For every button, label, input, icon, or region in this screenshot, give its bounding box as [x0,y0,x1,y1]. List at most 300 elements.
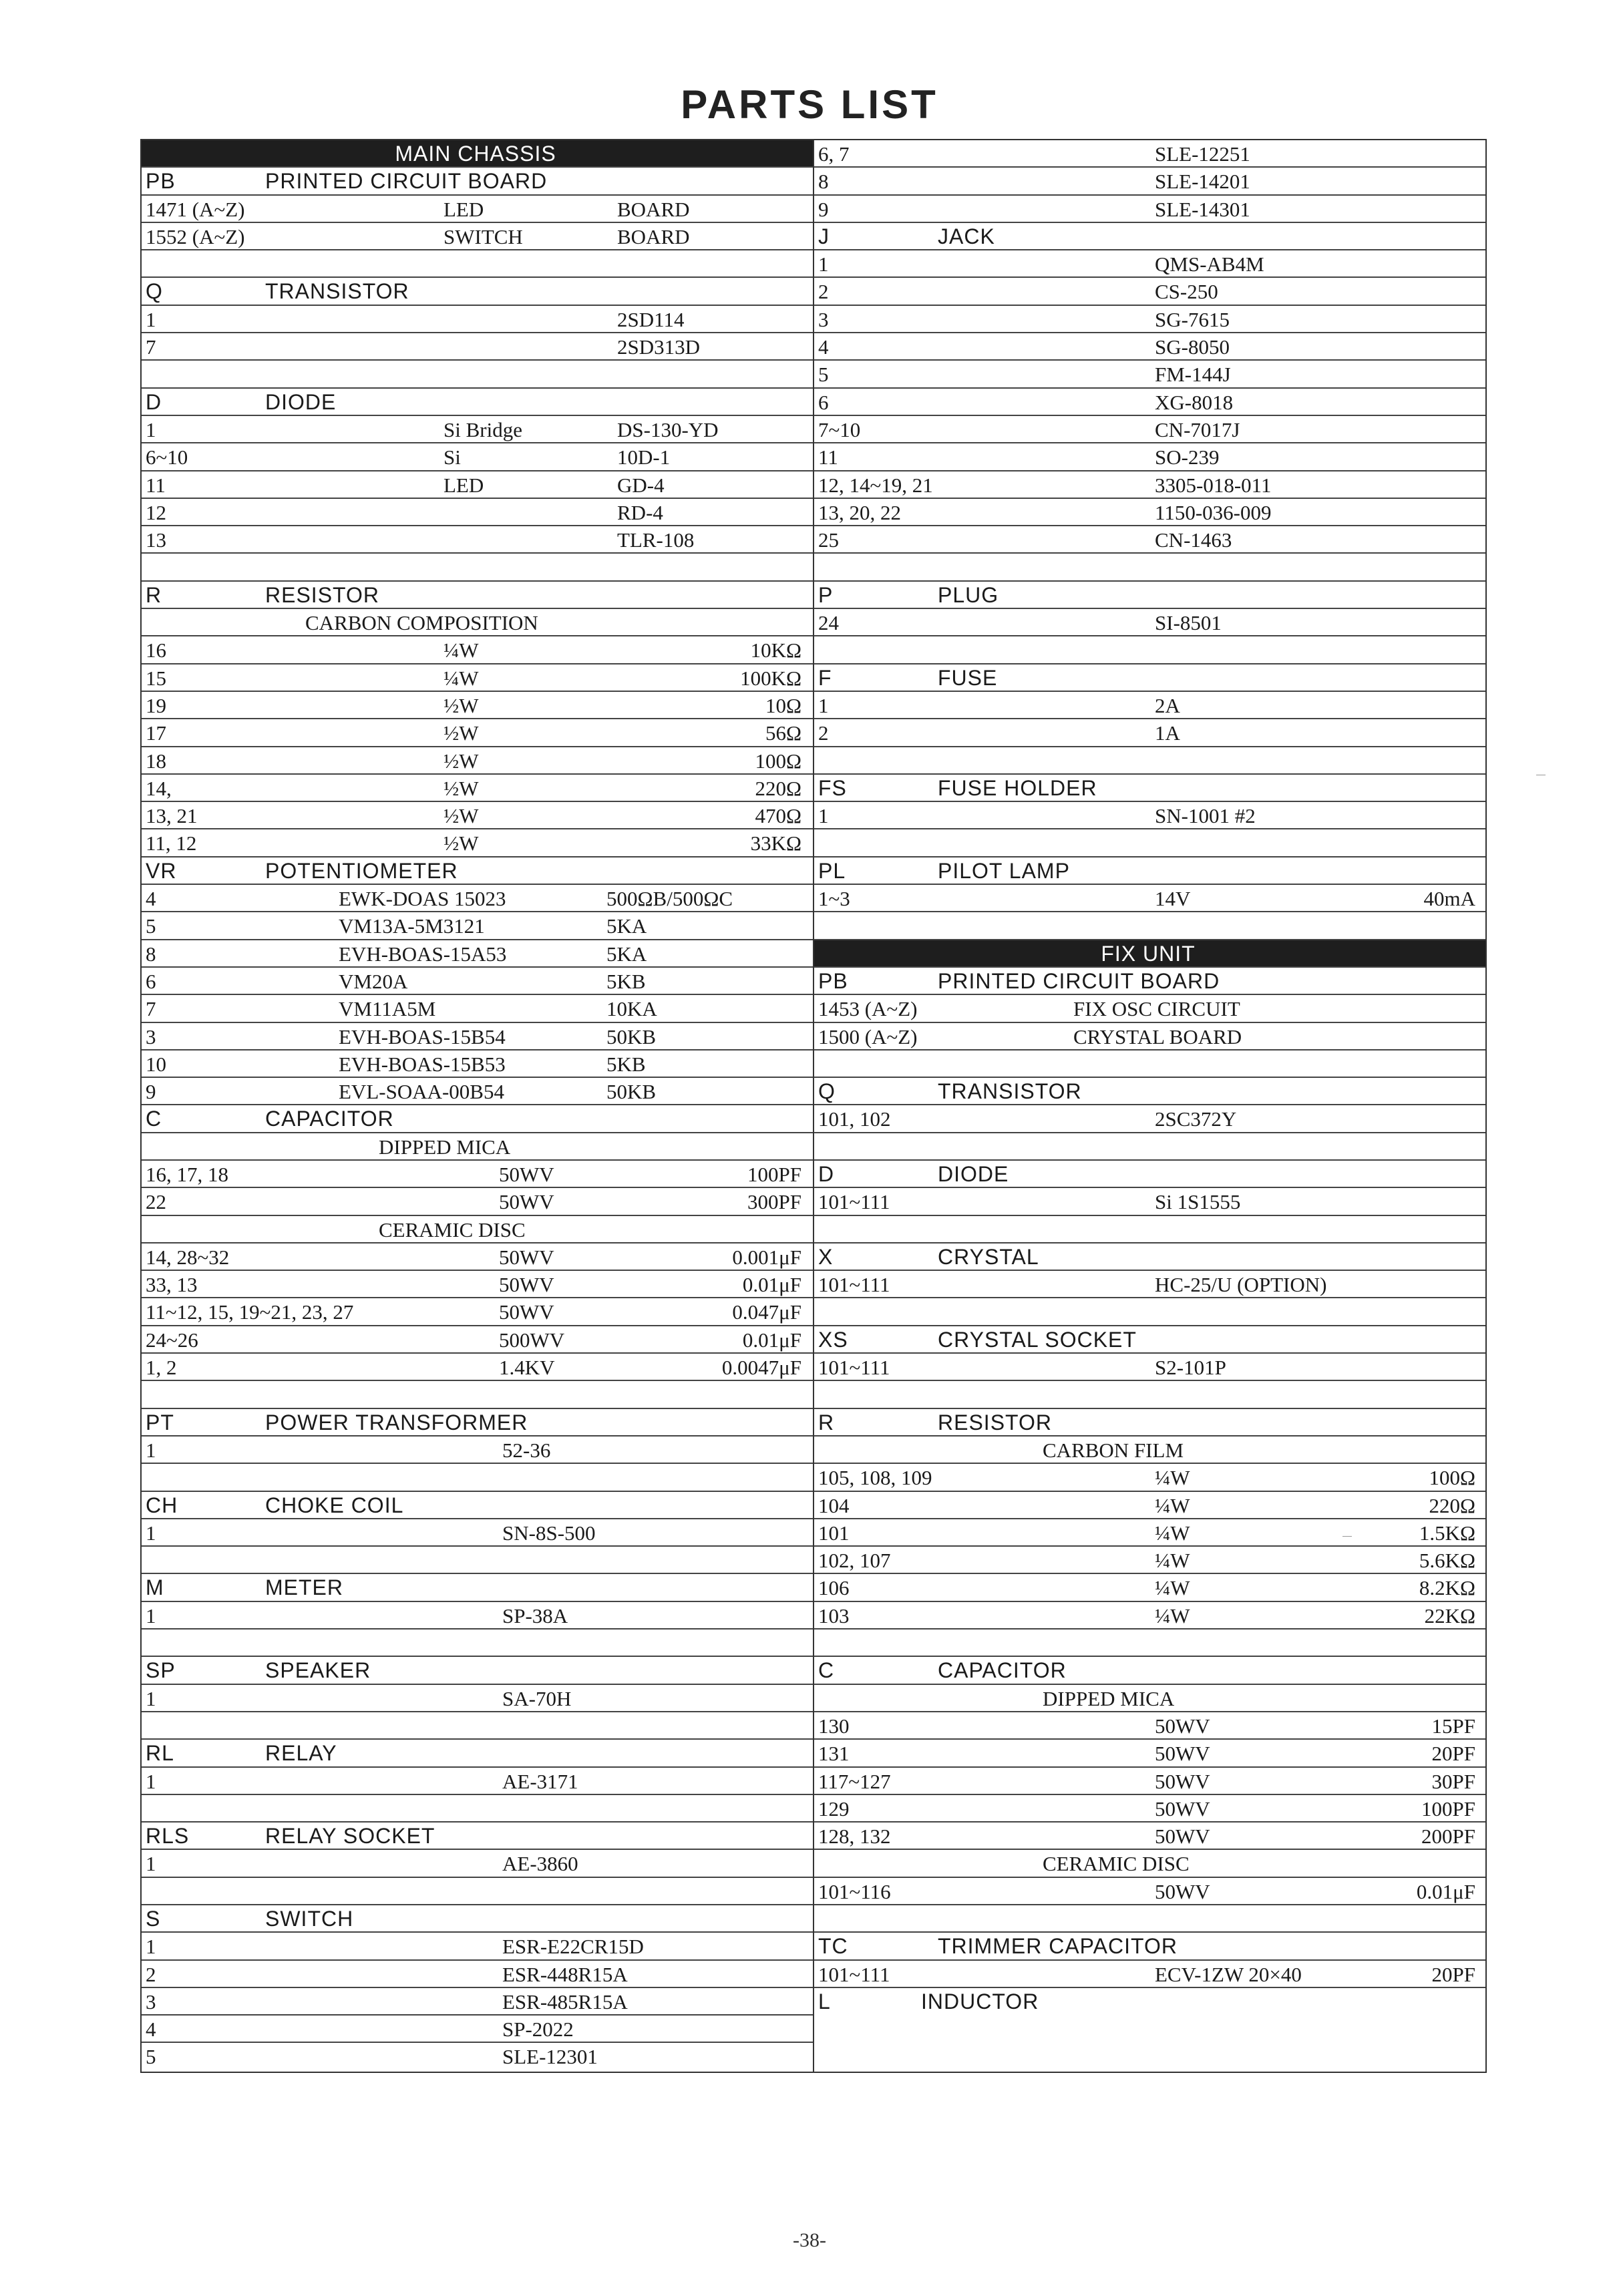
part-number: SA-70H [502,1686,572,1710]
part-number: GD-4 [617,473,665,497]
ref-number: 4 [818,335,829,359]
subcategory-row [814,1685,1485,1712]
part-number: XG-8018 [1155,390,1234,414]
ref-number: 14, 28~32 [146,1245,230,1269]
part-row [814,140,1485,168]
part-row [814,1519,1485,1547]
ref-number: 24 [818,611,839,635]
ref-number: 1 [818,252,829,276]
ref-number: 1, 2 [146,1356,177,1380]
part-row [142,747,813,775]
part-row [814,719,1485,747]
blank-row [814,747,1485,775]
part-row [142,1933,813,1960]
part-spec: 50WV [1155,1714,1210,1738]
blank-row [814,1630,1485,1657]
category-code: R [818,1410,835,1434]
part-row [142,719,813,747]
part-number: EVH-BOAS-15A53 [339,942,507,966]
wattage: ½W [443,749,479,773]
part-row [814,885,1485,912]
category-name: RELAY [265,1741,337,1766]
category-name: CAPACITOR [938,1658,1067,1683]
part-number: CS-250 [1155,280,1218,304]
ref-number: 13, 21 [146,804,198,828]
part-value: 20PF [1431,1962,1475,1986]
part-value: 15PF [1431,1714,1475,1738]
resistance-value: 470Ω [755,804,801,828]
ref-number: 1453 (A~Z) [818,997,918,1021]
category-name: DIODE [938,1161,1009,1186]
part-row [814,361,1485,388]
part-number: SLE-12301 [502,2045,598,2069]
category-code: RL [146,1741,174,1766]
category-code: VR [146,858,177,883]
part-row [814,1464,1485,1491]
part-row [142,940,813,968]
category-header-row [142,1657,813,1684]
ref-number: 101~111 [818,1356,890,1380]
blank-row [814,1133,1485,1161]
pot-value: 50KB [606,1080,657,1104]
ref-number: 11 [146,473,166,497]
category-name: TRANSISTOR [265,279,409,304]
ref-number: 16, 17, 18 [146,1162,228,1186]
part-number: SLE-12251 [1155,142,1250,166]
part-row [814,1795,1485,1823]
pot-value: 5KB [606,1052,646,1076]
part-row [814,1823,1485,1850]
category-name: SWITCH [265,1907,354,1931]
part-row [142,1519,813,1547]
pot-value: 5KA [606,942,647,966]
ref-number: 101 [818,1521,850,1545]
ref-number: 1~3 [818,887,850,911]
part-row [142,1988,813,2016]
wattage: ½W [443,721,479,745]
ref-number: 18 [146,749,166,773]
part-row [814,306,1485,333]
part-number: VM20A [339,969,408,993]
ref-number: 5 [146,914,156,938]
blank-row [814,1050,1485,1078]
pot-value: 10KA [606,997,657,1021]
subcategory-row [814,1850,1485,1877]
part-number: RD-4 [617,500,663,524]
part-number: 1A [1155,721,1180,745]
part-row [142,1850,813,1877]
ref-number: 101~116 [818,1879,891,1903]
ref-number: 130 [818,1714,850,1738]
category-header-row [814,1933,1485,1960]
category-name: CRYSTAL SOCKET [938,1327,1137,1352]
blank-row [142,1630,813,1657]
category-header-row [814,1988,1485,2016]
ref-number: 8 [818,170,829,194]
ref-number: 1 [146,1438,156,1462]
blank-row [814,829,1485,857]
part-row [142,1188,813,1215]
pot-value: 5KB [606,969,646,993]
part-value: 5.6KΩ [1419,1549,1475,1573]
part-number: FM-144J [1155,363,1231,387]
ref-number: 14, [146,776,172,800]
part-number: EVH-BOAS-15B53 [339,1052,506,1076]
voltage-rating: 50WV [499,1162,554,1186]
category-name: CRYSTAL [938,1244,1039,1269]
part-number: VM13A-5M3121 [339,914,485,938]
category-code: PB [146,169,176,194]
part-number: CN-7017J [1155,417,1240,441]
part-row [814,1878,1485,1905]
part-description: LED [443,197,484,221]
ref-number: 8 [146,942,156,966]
part-row [142,2043,813,2070]
ref-number: 3 [146,1989,156,2014]
part-number: 2SD313D [617,335,701,359]
part-row [142,223,813,250]
ref-number: 131 [818,1742,850,1766]
capacitance-value: 100PF [747,1162,801,1186]
category-name: RESISTOR [938,1410,1052,1434]
category-code: PT [146,1410,174,1434]
part-row [142,1050,813,1078]
resistance-value: 100Ω [755,749,801,773]
part-number: SLE-14201 [1155,170,1250,194]
part-value: 22KΩ [1424,1603,1475,1628]
part-spec: 50WV [1155,1879,1210,1903]
part-number: EVL-SOAA-00B54 [339,1080,504,1104]
part-row [142,1602,813,1630]
voltage-rating: 50WV [499,1245,554,1269]
part-row [814,443,1485,471]
part-number: VM11A5M [339,997,436,1021]
part-row [142,1161,813,1188]
category-name: INDUCTOR [921,1989,1039,2014]
voltage-rating: 500WV [499,1328,565,1352]
ref-number: 7~10 [818,417,861,441]
ref-number: 1471 (A~Z) [146,197,245,221]
part-number: SG-8050 [1155,335,1230,359]
part-row [814,1602,1485,1630]
category-code: C [818,1658,835,1683]
ref-number: 6 [146,969,156,993]
part-row [814,1768,1485,1795]
part-description: LED [443,473,484,497]
category-code: TC [818,1934,848,1959]
part-row [142,2016,813,2043]
category-code: SP [146,1658,176,1683]
part-value: 100PF [1421,1796,1475,1821]
category-name: FUSE [938,665,998,690]
subcategory-label: CERAMIC DISC [379,1217,526,1241]
category-header-row [142,1492,813,1519]
category-name: TRANSISTOR [938,1079,1082,1104]
subcategory-label: CERAMIC DISC [1043,1852,1190,1876]
part-row [142,333,813,361]
part-row [814,1271,1485,1298]
category-header-row [814,1243,1485,1271]
part-description: SWITCH [443,224,523,248]
part-row [142,912,813,940]
part-row [142,968,813,995]
ref-number: 1 [146,1769,156,1793]
part-number: BOARD [617,224,690,248]
part-row [142,636,813,664]
category-name: PLUG [938,582,999,607]
category-header-row [814,1326,1485,1354]
ref-number: 103 [818,1603,850,1628]
ref-number: 4 [146,887,156,911]
ref-number: 106 [818,1576,850,1600]
part-row [142,995,813,1022]
ref-number: 1 [146,307,156,331]
category-name: PILOT LAMP [938,858,1070,883]
part-row [814,250,1485,278]
blank-row [142,554,813,581]
subcategory-row [142,609,813,636]
part-row [814,1574,1485,1601]
ref-number: 3 [818,307,829,331]
part-spec: ¼W [1155,1466,1190,1490]
resistance-value: 56Ω [765,721,801,745]
part-spec: ¼W [1155,1521,1190,1545]
part-row [142,664,813,692]
part-row [814,802,1485,829]
part-row [142,1023,813,1050]
capacitance-value: 0.0047μF [721,1356,801,1380]
blank-row [814,554,1485,581]
blank-row [814,1216,1485,1243]
category-code: PB [818,968,848,993]
category-code: C [146,1107,162,1131]
part-row [814,1712,1485,1740]
ref-number: 17 [146,721,166,745]
capacitance-value: 0.047μF [732,1300,801,1324]
blank-row [142,1464,813,1491]
blank-row [814,1381,1485,1408]
part-number: 3305-018-011 [1155,473,1272,497]
part-number: Si 1S1555 [1155,1190,1241,1214]
part-number: SP-2022 [502,2018,574,2042]
part-value: 40mA [1423,887,1475,911]
category-code: R [146,582,162,607]
wattage: ½W [443,693,479,717]
part-row [814,1492,1485,1519]
part-value: 0.01μF [1416,1879,1475,1903]
pot-value: 50KB [606,1024,657,1048]
blank-row [142,1795,813,1823]
ref-number: 5 [146,2045,156,2069]
category-header-row [142,1740,813,1767]
page-title: PARTS LIST [681,82,938,127]
part-number: HC-25/U (OPTION) [1155,1273,1327,1297]
part-row [142,1354,813,1381]
section-banner-title: MAIN CHASSIS [395,142,556,166]
blank-row [142,1547,813,1574]
blank-row [814,1905,1485,1933]
category-name: DIODE [265,389,337,414]
category-code: XS [818,1327,848,1352]
voltage-rating: 1.4KV [499,1356,555,1380]
ref-number: 2 [818,280,829,304]
ref-number: 1 [146,1521,156,1545]
part-description: Si Bridge [443,417,522,441]
part-row [814,692,1485,719]
part-number: CN-1463 [1155,528,1232,552]
category-name: SPEAKER [265,1658,371,1683]
part-row [814,1105,1485,1133]
category-name: RELAY SOCKET [265,1824,435,1849]
ref-number: 129 [818,1796,850,1821]
part-number: SN-1001 #2 [1155,804,1256,828]
part-number: 10D-1 [617,445,671,469]
category-header-row [142,857,813,885]
resistance-value: 10KΩ [750,638,801,662]
ref-number: 102, 107 [818,1549,891,1573]
category-header-row [814,223,1485,250]
section-banner-title: FIX UNIT [1101,941,1196,966]
part-row [814,995,1485,1022]
part-row [814,1354,1485,1381]
wattage: ½W [443,776,479,800]
section-banner [142,140,813,168]
part-value: 100Ω [1429,1466,1475,1490]
part-row [142,1768,813,1795]
part-value: 8.2KΩ [1419,1576,1475,1600]
resistance-value: 100KΩ [740,666,801,690]
ref-number: 13, 20, 22 [818,500,901,524]
category-header-row [142,582,813,609]
ref-number: 6 [818,390,829,414]
part-spec: ¼W [1155,1493,1190,1517]
ref-number: 33, 13 [146,1273,198,1297]
ref-number: 1 [146,1686,156,1710]
blank-row [814,912,1485,940]
part-row [142,499,813,526]
part-row [814,278,1485,305]
ref-number: 11 [818,445,838,469]
ref-number: 7 [146,997,156,1021]
resistance-value: 10Ω [765,693,801,717]
part-spec: ¼W [1155,1549,1190,1573]
category-header-row [814,775,1485,802]
part-number: 52-36 [502,1438,551,1462]
blank-row [142,361,813,388]
category-name: RESISTOR [265,582,379,607]
part-row [142,802,813,829]
part-row [142,692,813,719]
part-row [142,775,813,802]
ref-number: 2 [818,721,829,745]
category-header-row [142,1574,813,1601]
subcategory-row [814,1437,1485,1464]
category-name: JACK [938,224,995,248]
ref-number: 1 [146,1852,156,1876]
category-header-row [814,1078,1485,1105]
category-header-row [142,389,813,416]
blank-row [142,1381,813,1408]
part-row [142,885,813,912]
category-header-row [814,968,1485,995]
category-header-row [814,664,1485,692]
part-value: 30PF [1431,1769,1475,1793]
part-row [142,306,813,333]
category-code: Q [146,279,163,304]
ref-number: 101, 102 [818,1107,891,1131]
blank-row [142,1712,813,1740]
part-number: SN-8S-500 [502,1521,596,1545]
part-row [814,609,1485,636]
page-number: -38- [793,2229,826,2251]
part-number: AE-3860 [502,1852,578,1876]
part-row [814,196,1485,223]
part-number: 2SC372Y [1155,1107,1237,1131]
ref-number: 11~12, 15, 19~21, 23, 27 [146,1300,354,1324]
ref-number: 6~10 [146,445,188,469]
part-row [814,1740,1485,1767]
ref-number: 11, 12 [146,831,197,855]
blank-row [814,636,1485,664]
ref-number: 101~111 [818,1273,890,1297]
category-name: PRINTED CIRCUIT BOARD [938,968,1220,993]
part-row [814,1547,1485,1574]
part-number: 2A [1155,693,1180,717]
part-spec: ECV-1ZW 20×40 [1155,1962,1302,1986]
part-number: SP-38A [502,1603,568,1628]
category-name: TRIMMER CAPACITOR [938,1934,1178,1959]
ref-number: 117~127 [818,1769,891,1793]
category-header-row [142,1823,813,1850]
resistance-value: 33KΩ [750,831,801,855]
part-row [142,1961,813,1988]
part-number: EVH-BOAS-15B54 [339,1024,506,1048]
part-row [142,1271,813,1298]
part-description: CRYSTAL BOARD [1073,1024,1242,1048]
category-header-row [142,168,813,195]
category-name: CAPACITOR [265,1107,394,1131]
part-number: SI-8501 [1155,611,1222,635]
section-banner [814,940,1485,968]
category-header-row [814,1409,1485,1437]
ref-number: 101~111 [818,1190,890,1214]
ref-number: 19 [146,693,166,717]
part-spec: 50WV [1155,1742,1210,1766]
ref-number: 16 [146,638,166,662]
category-name: CHOKE COIL [265,1493,404,1517]
part-row [142,1243,813,1271]
subcategory-row [142,1216,813,1243]
part-number: 2SD114 [617,307,685,331]
blank-row [142,1878,813,1905]
ref-number: 104 [818,1493,850,1517]
ref-number: 1 [146,1935,156,1959]
category-header-row [814,582,1485,609]
part-row [814,526,1485,554]
resistance-value: 220Ω [755,776,801,800]
part-number: ESR-485R15A [502,1989,628,2014]
wattage: ¼W [443,638,479,662]
part-row [814,1188,1485,1215]
ref-number: 7 [146,335,156,359]
part-row [814,168,1485,195]
ref-number: 25 [818,528,839,552]
category-code: D [146,389,162,414]
ref-number: 13 [146,528,166,552]
part-number: QMS-AB4M [1155,252,1264,276]
ref-number: 128, 132 [818,1825,891,1849]
ref-number: 1500 (A~Z) [818,1024,918,1048]
